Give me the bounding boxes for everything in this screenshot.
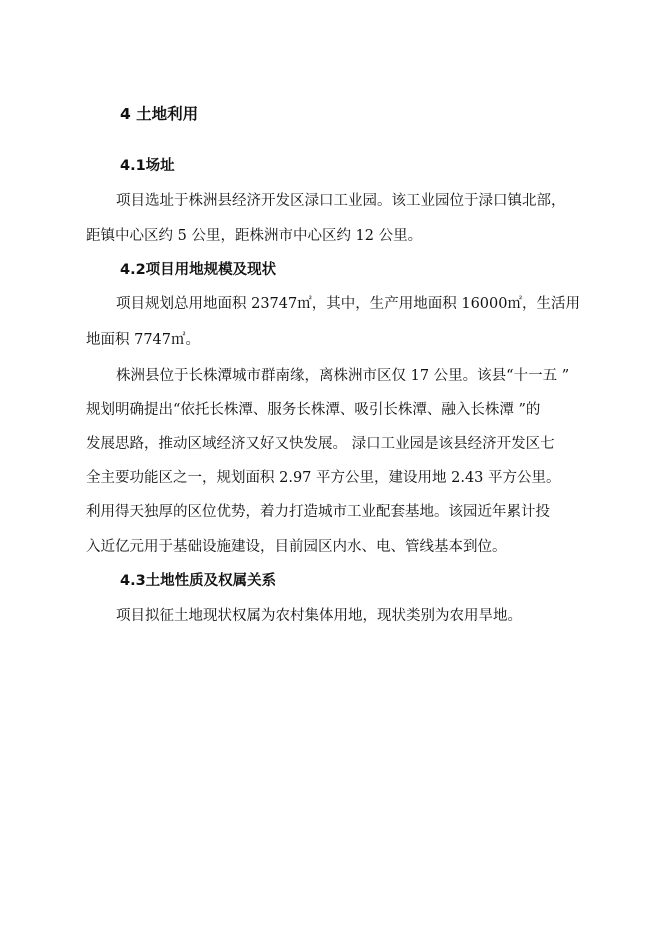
site-text-line-2: 距镇中心区约 5 公里，距株洲市中心区约 12 公里。 xyxy=(86,228,423,244)
land-scale-line-1: 项目规划总用地面积 23747㎡，其中，生产用地面积 16000㎡，生活用 xyxy=(116,296,580,312)
subsection-heading-site: 4.1场址 xyxy=(120,158,175,174)
land-scale-line-2: 地面积 7747㎡。 xyxy=(86,332,201,348)
county-text-line-3: 发展思路，推动区域经济又好又快发展。 渌口工业园是该县经济开发区七 xyxy=(86,436,555,452)
section-heading: 4 土地利用 xyxy=(120,105,199,123)
subsection-heading-land-scale: 4.2项目用地规模及现状 xyxy=(120,262,277,278)
county-text-line-1: 株洲县位于长株潭城市群南缘，离株洲市区仅 17 公里。该县“十一五 ” xyxy=(116,368,570,384)
county-text-line-5: 利用得天独厚的区位优势，着力打造城市工业配套基地。该园近年累计投 xyxy=(86,504,550,520)
site-text-line-1: 项目选址于株洲县经济开发区渌口工业园。该工业园位于渌口镇北部， xyxy=(116,193,566,209)
county-text-line-6: 入近亿元用于基础设施建设，目前园区内水、电、管线基本到位。 xyxy=(86,539,507,555)
subsection-heading-land-nature: 4.3土地性质及权属关系 xyxy=(120,573,277,589)
county-text-line-2: 规划明确提出“依托长株潭、服务长株潭、吸引长株潭、融入长株潭 ”的 xyxy=(86,402,541,418)
land-nature-line-1: 项目拟征土地现状权属为农村集体用地，现状类别为农用旱地。 xyxy=(116,608,522,624)
county-text-line-4: 全主要功能区之一，规划面积 2.97 平方公里，建设用地 2.43 平方公里。 xyxy=(86,470,561,486)
